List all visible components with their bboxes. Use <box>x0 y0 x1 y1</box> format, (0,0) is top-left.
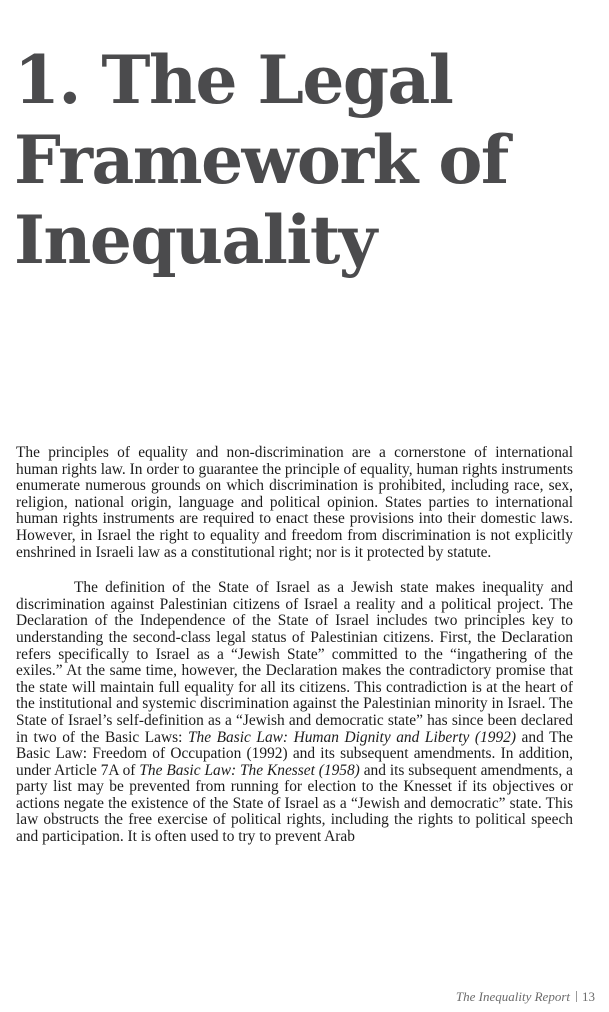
paragraph-2-law-title-2: The Basic Law: The Knesset (1958) <box>139 761 360 779</box>
chapter-title-line-2: Framework of <box>14 121 508 199</box>
chapter-title-line-3: Inequality <box>14 201 376 279</box>
page-number: 13 <box>582 989 595 1004</box>
paragraph-2-text-c: and its subsequent amendments, a party list may be prevented from running for election to the Knesset if its objectives or actions negate the existence of the State of Israel as a “Jewish and democratic” state. This law obstructs the free exercise of political rights, including the rights to political speech and participation. It is often used to try to prevent Arab <box>16 761 573 846</box>
footer-report-title: The Inequality Report <box>455 989 570 1004</box>
paragraph-2-text-b: and The Basic Law: Freedom of Occupation (1992) and its subsequent amendments. In addition, under Article 7A of <box>16 728 573 779</box>
paragraph-2 <box>16 580 573 846</box>
chapter-title-line-1: 1. The Legal <box>14 41 453 119</box>
paragraph-1: The principles of equality and non-discrimination are a cornerstone of international human rights law. In order to guarantee the principle of equality, human rights instruments enumerate numerous grounds on which discrimination is prohibited, including race, sex, religion, national origin, language and political opinion. States parties to international human rights instruments are required to enact these provisions into their domestic laws. However, in Israel the right to equality and freedom from discrimination is not explicitly enshrined in Israeli law as a constitutional right; nor is it protected by statute. <box>16 444 573 561</box>
footer-divider <box>576 991 577 1002</box>
paragraph-2-law-title-1: The Basic Law: Human Dignity and Liberty (1992) <box>187 728 516 746</box>
paragraph-2-text-a: The definition of the State of Israel as a Jewish state makes inequality and discrimination against Palestinian citizens of Israel a reality and a political project. The Declaration of the Independence of the State of Israel includes two principles key to understanding the second-class legal status of Palestinian citizens. First, the Declaration refers specifically to Israel as a “Jewish State” committed to the “ingathering of the exiles.” At the same time, however, the Declaration makes the contradictory promise that the state will maintain full equality for all its citizens. This contradiction is at the heart of the institutional and systemic discrimination against the Palestinian minority in Israel. The State of Israel’s self-definition as a “Jewish and democratic state” has since been declared in two of the Basic Laws: <box>16 579 573 746</box>
body-text <box>16 445 573 846</box>
page-footer <box>456 989 595 1005</box>
chapter-title <box>14 40 594 280</box>
